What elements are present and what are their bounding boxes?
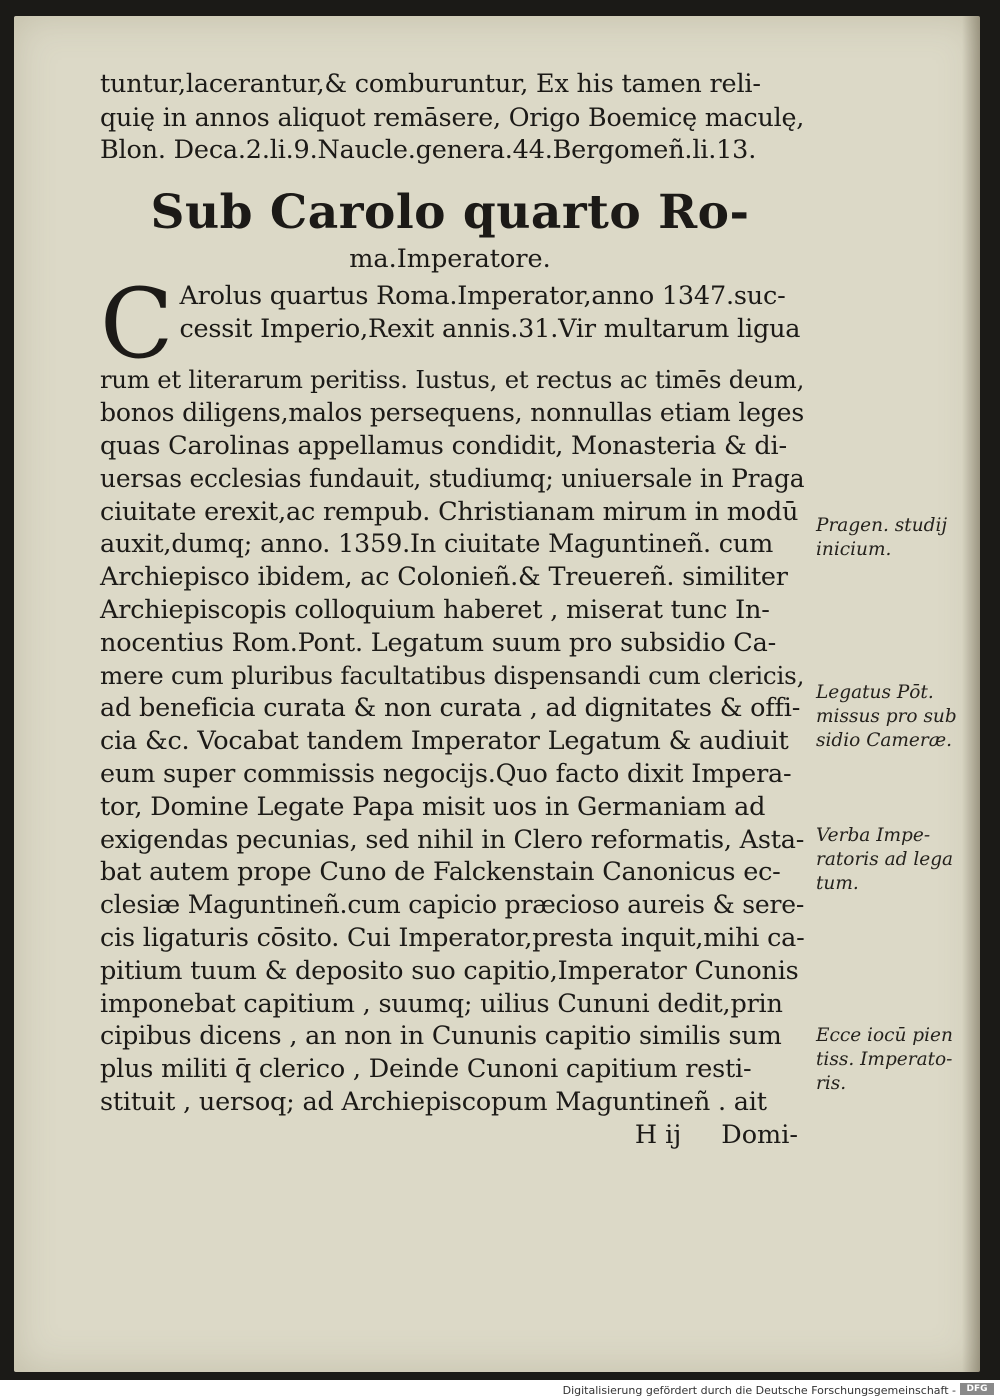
marginal-note-line: Legatus Pōt. [816,682,934,703]
body-line-13: ad beneficia curata & non curata , ad dignitates & offi- [100,693,801,724]
page-edge-shadow [962,16,980,1372]
signature-mark: H ij [634,1119,682,1150]
top-line-3: Blon. Deca.2.li.9.Naucle.genera.44.Bergomeñ.li.13. [100,134,757,165]
catchword: Domi- [721,1119,798,1150]
body-line-7: ciuitate erexit,ac rempub. Christianam mirum in modū [100,496,799,527]
marginal-note-line: Ecce iocū pien [816,1025,953,1046]
body-line-10: Archiepiscopis colloquium haberet , miserat tunc In- [100,594,770,625]
body-line-18: bat autem prope Cuno de Falckenstain Canonicus ec- [100,857,781,888]
marginal-note-line: ratoris ad lega [816,849,954,870]
digitization-credit: Digitalisierung gefördert durch die Deutsche Forschungsgemeinschaft - [562,1384,956,1397]
chapter-subheading: ma.Imperatore. [349,244,551,275]
marginal-note-1 [816,514,964,562]
body-line-23: cipibus dicens , an non in Cununis capitio similis sum [100,1021,782,1052]
body-line-8: auxit,dumq; anno. 1359.In ciuitate Maguntineñ. cum [100,529,774,560]
marginal-note-3 [816,824,964,896]
body-line-21: pitium tuum & deposito suo capitio,Imperator Cunonis [100,955,799,986]
top-line-1: tuntur,lacerantur,& comburuntur, Ex his tamen reli- [100,69,761,99]
marginal-note-line: inicium. [816,539,892,560]
marginal-note-4 [816,1024,964,1096]
body-line-17: exigendas pecunias, sed nihil in Clero reformatis, Asta- [100,824,805,855]
drop-capital: C [100,268,174,381]
body-line-3: rum et literarum peritiss. Iustus, et rectus ac timēs deum, [100,365,805,395]
body-line-24: plus militi q̄ clerico , Deinde Cunoni capitium resti- [100,1054,752,1085]
marginal-note-line: tiss. Imperato- [816,1049,953,1070]
body-line-12: mere cum pluribus facultatibus dispensandi cum clericis, [100,660,805,690]
main-text-block [100,68,805,1152]
dfg-logo: DFG [960,1383,994,1395]
marginal-note-line: sidio Cameræ. [816,730,952,751]
body-paragraph [100,268,805,1118]
body-line-19: clesiæ Maguntineñ.cum capicio præcioso aureis & sere- [100,890,805,920]
chapter-heading: Sub Carolo quarto Ro- [150,185,750,241]
marginal-note-line: Pragen. studij [816,515,948,536]
marginal-note-2 [816,681,964,753]
marginal-note-line: ris. [816,1073,847,1094]
body-line-16: tor, Domine Legate Papa misit uos in Germaniam ad [100,791,766,822]
top-lines [100,68,805,166]
body-line-4: bonos diligens,malos persequens, nonnullas etiam leges [100,398,804,428]
top-line-2: quię in annos aliquot remāsere, Origo Boemicę maculę, [100,101,805,132]
body-line-15: eum super commissis negocijs.Quo facto dixit Impera- [100,758,792,789]
marginal-note-line: tum. [816,873,859,894]
body-line-9: Archiepisco ibidem, ac Colonieñ.& Treuereñ. similiter [100,562,788,593]
body-line-22: imponebat capitium , suumq; uilius Cununi dedit,prin [100,988,783,1019]
body-line-1: Arolus quartus Roma.Imperator,anno 1347.suc- [179,281,786,312]
body-line-25: stituit , uersoq; ad Archiepiscopum Maguntineñ . ait [100,1086,767,1117]
body-line-14: cia &c. Vocabat tandem Imperator Legatum & audiuit [100,726,789,757]
signature-line [100,1119,800,1152]
body-line-20: cis ligaturis cōsito. Cui Imperator,presta inquit,mihi ca- [100,922,805,953]
body-line-6: uersas ecclesias fundauit, studiumq; uniuersale in Praga [100,463,805,493]
marginal-note-line: Verba Impe- [816,825,931,846]
body-line-11: nocentius Rom.Pont. Legatum suum pro subsidio Ca- [100,627,777,658]
body-line-5: quas Carolinas appellamus condidit, Monasteria & di- [100,430,787,461]
marginal-note-line: missus pro sub [816,706,957,727]
body-line-2: cessit Imperio,Rexit annis.31.Vir multarum ligua [179,314,801,345]
